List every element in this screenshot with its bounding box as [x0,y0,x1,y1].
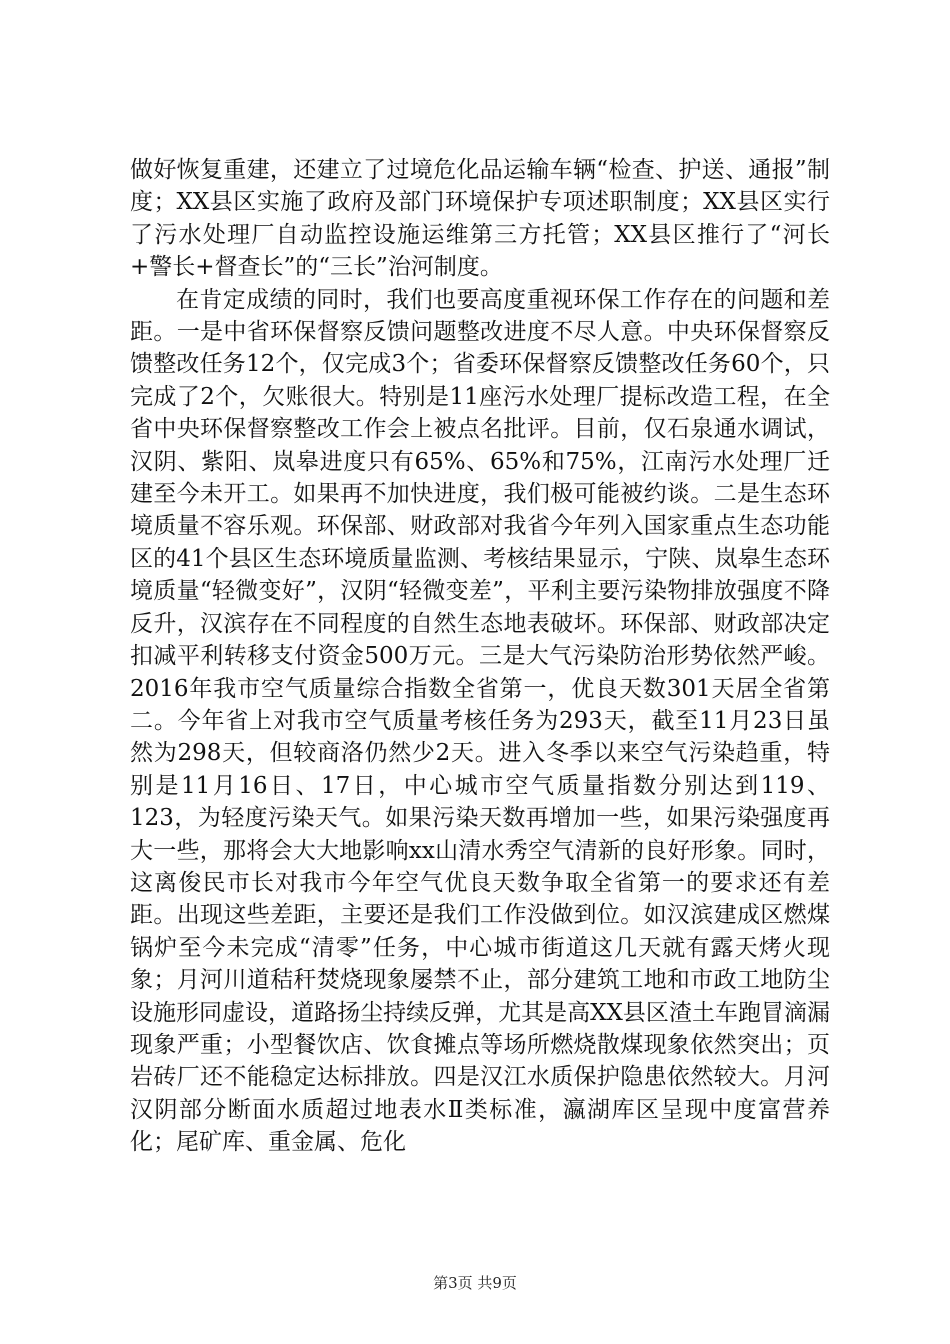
body-text [130,154,830,1159]
page-footer [0,1273,950,1293]
paragraph-2: 在肯定成绩的同时，我们也要高度重视环保工作存在的问题和差距。一是中省环保督察反馈问题整改进度不尽人意。中央环保督察反馈整改任务12个，仅完成3个；省委环保督察反馈整改任务60个，只完成了2个，欠账很大。特别是11座污水处理厂提标改造工程，在全省中央环保督察整改工作会上被点名批评。目前，仅石泉通水调试，汉阴、紫阳、岚皋进度只有65%、65%和75%，江南污水处理厂迁建至今未开工。如果再不加快进度，我们极可能被约谈。二是生态环境质量不容乐观。环保部、财政部对我省今年列入国家重点生态功能区的41个县区生态环境质量监测、考核结果显示，宁陕、岚皋生态环境质量“轻微变好”，汉阴“轻微变差”，平利主要污染物排放强度不降反升，汉滨存在不同程度的自然生态地表破坏。环保部、财政部决定扣减平利转移支付资金500万元。三是大气污染防治形势依然严峻。2016年我市空气质量综合指数全省第一，优良天数301天居全省第二。今年省上对我市空气质量考核任务为293天，截至11月23日虽然为298天，但较商洛仍然少2天。进入冬季以来空气污染趋重，特别是11月16日、17日，中心城市空气质量指数分别达到119、123，为轻度污染天气。如果污染天数再增加一些，如果污染强度再大一些，那将会大大地影响xx山清水秀空气清新的良好形象。同时，这离俊民市长对我市今年空气优良天数争取全省第一的要求还有差距。出现这些差距，主要还是我们工作没做到位。如汉滨建成区燃煤锅炉至今未完成“清零”任务，中心城市街道这几天就有露天烤火现象；月河川道秸秆焚烧现象屡禁不止，部分建筑工地和市政工地防尘设施形同虚设，道路扬尘持续反弹，尤其是高XX县区渣土车跑冒滴漏现象严重；小型餐饮店、饮食摊点等场所燃烧散煤现象依然突出；页岩砖厂还不能稳定达标排放。四是汉江水质保护隐患依然较大。月河汉阴部分断面水质超过地表水Ⅱ类标准，瀛湖库区呈现中度富营养化；尾矿库、重金属、危化 [130,286,830,1156]
page-number-label: 第3页 共9页 [433,1274,517,1292]
paragraph-1: 做好恢复重建，还建立了过境危化品运输车辆“检查、护送、通报”制度；XX县区实施了政府及部门环境保护专项述职制度；XX县区实行了污水处理厂自动监控设施运维第三方托管；XX县区推行了“河长+警长+督查长”的“三长”治河制度。 [130,157,830,281]
